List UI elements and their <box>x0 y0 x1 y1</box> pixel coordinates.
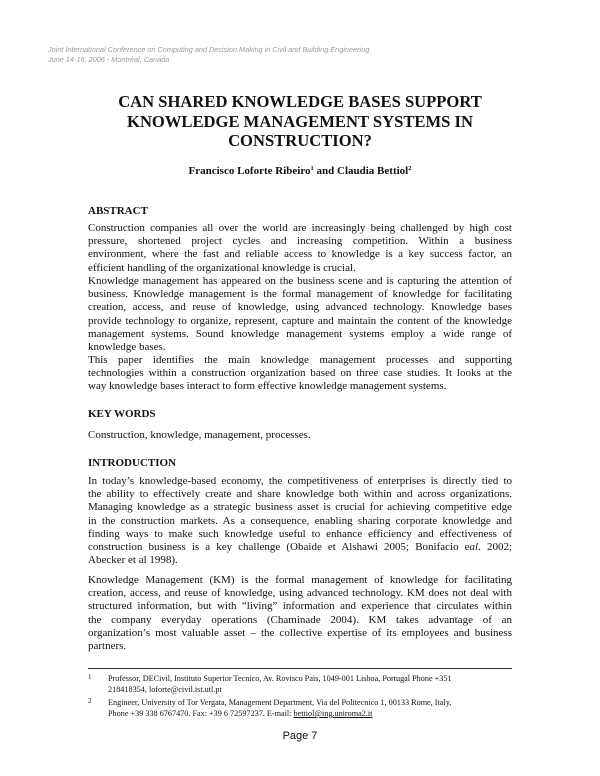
text-line: Managing knowledge as a strategic business asset is crucial for achieving competitive edge <box>88 501 512 514</box>
text-line: structured information, but with “living” information and experience that circulates within <box>88 600 512 613</box>
text-line: pressure, shortened project cycles and increasing competition. Within a business <box>88 235 512 248</box>
text-line: Knowledge Management (KM) is the formal management of knowledge for facilitating <box>88 574 512 586</box>
text-line: In today’s knowledge-based economy, the competitiveness of enterprises is directly tied to <box>88 475 512 487</box>
author-email-link[interactable]: bettiol@ing.uniroma2.it <box>293 709 373 718</box>
footnote-text: Phone +39 338 6767470. Fax: +39 6 72597237. E-mail: <box>108 709 294 718</box>
introduction-paragraph-2 <box>88 574 512 653</box>
footnote-line <box>108 708 528 719</box>
author-affiliation-mark: 2 <box>408 165 412 172</box>
footnote-line: Professor, DECivil, Instituto Superior Tecnico, Av. Rovisco Pais, 1049-001 Lisboa, Portugal Phone +351 <box>108 674 452 683</box>
abstract-paragraph-2 <box>88 275 512 354</box>
introduction-paragraph-1 <box>88 475 512 567</box>
conference-date-place: June 14-16, 2006 - Montréal, Canada <box>48 55 170 64</box>
text-line: This paper identifies the main knowledge management processes and supporting <box>88 354 512 366</box>
text-line: Knowledge management has appeared on the business scene and is capturing the attention of <box>88 275 512 287</box>
abstract-heading: ABSTRACT <box>88 205 148 217</box>
text-line: way knowledge bases interact to form effective knowledge management systems. <box>88 380 447 393</box>
page-number: Page 7 <box>282 730 318 742</box>
text-line: the ability to effectively create and share knowledge both within and across organizations. <box>88 488 512 501</box>
abstract-paragraph-1 <box>88 222 512 275</box>
authors <box>60 165 540 177</box>
text-line: technologies within a construction organization based on three case studies. It looks at the <box>88 367 512 380</box>
text-line: environment, where the fast and reliable access to knowledge is a key success factor, an <box>88 248 512 261</box>
footnote-number: 2 <box>88 697 92 705</box>
paper-title <box>60 92 540 151</box>
text-line: business. Knowledge management is the formal management of knowledge for facilitating <box>88 288 512 301</box>
conference-header: Joint International Conference on Computing and Decision Making in Civil and Building Engineering <box>48 45 370 54</box>
text-line <box>88 541 512 554</box>
text-line: Construction, knowledge, management, processes. <box>88 429 311 441</box>
title-line: KNOWLEDGE MANAGEMENT SYSTEMS IN <box>127 111 473 131</box>
footnote-line: Engineer, University of Tor Vergata, Management Department, Via del Politecnico 1, 00133 Rome, Italy, <box>108 698 452 707</box>
footnote-line: 218418354, loforte@civil.ist.utl.pt <box>108 685 222 694</box>
author-name: Francisco Loforte Ribeiro <box>188 165 311 177</box>
title-line: CAN SHARED KNOWLEDGE BASES SUPPORT <box>118 92 482 111</box>
text-line: management systems. Sound knowledge management systems employ a wide range of <box>88 327 512 340</box>
keywords-text <box>88 429 512 442</box>
author-connector: and <box>313 165 338 177</box>
introduction-heading: INTRODUCTION <box>88 457 177 469</box>
text-segment: . 2002; <box>478 541 512 554</box>
keywords-heading: KEY WORDS <box>88 408 156 420</box>
author-affiliation-mark: 1 <box>310 165 314 172</box>
footnote-divider <box>88 668 512 669</box>
text-segment: construction business is a key challenge (Obaide et Alshawi 2005; Bonifacio e <box>88 541 470 554</box>
text-line: partners. <box>88 640 127 653</box>
text-line: Abecker et al 1998). <box>88 554 178 567</box>
text-line: organization’s most valuable asset – the collective expertise of its employees and business <box>88 626 512 639</box>
title-line: CONSTRUCTION? <box>228 131 372 150</box>
text-line: provide technology to organize, represent, capture and maintain the content of the knowledge <box>88 314 512 327</box>
text-line: the company everyday operations (Chaminade 2004). KM takes advantage of an <box>88 613 512 626</box>
text-line: creation, access, and reuse of knowledge, using advanced technology. Knowledge bases <box>88 301 512 314</box>
author-name: Claudia Bettiol <box>337 165 409 177</box>
text-line: Construction companies all over the world are increasingly being challenged by high cost <box>88 222 512 234</box>
text-line: in the construction markets. As a consequence, enabling sharing corporate knowledge and <box>88 514 512 527</box>
text-line: creation, access, and reuse of knowledge, using advanced technology. KM does not deal with <box>88 587 512 600</box>
italic-text: al <box>469 541 479 554</box>
text-line: finding ways to make such knowledge useful to enhance efficiency and effectiveness of <box>88 527 512 540</box>
text-line: knowledge bases. <box>88 341 166 354</box>
footnote-number: 1 <box>88 673 92 681</box>
text-line: efficient handling of the organizational knowledge is crucial. <box>88 261 356 274</box>
abstract-paragraph-3 <box>88 354 512 394</box>
